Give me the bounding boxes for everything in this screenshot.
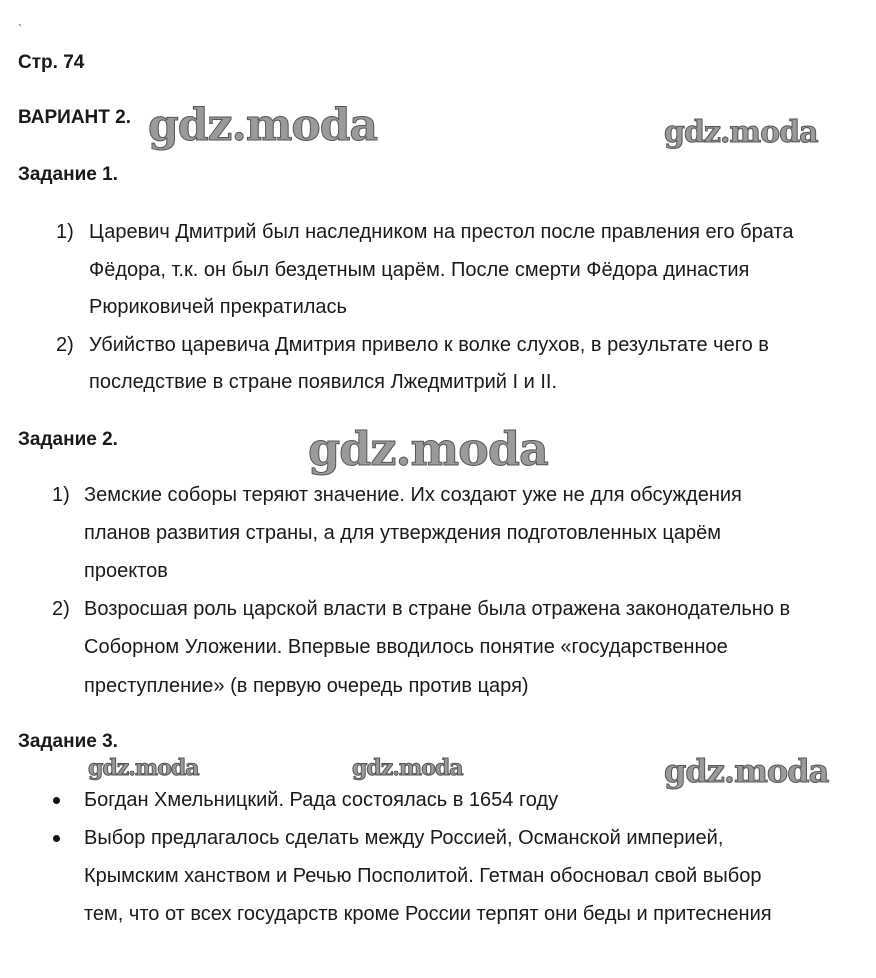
bullet-icon [53,797,60,804]
list-item-line: Соборном Уложении. Впервые вводилось понятие «государственное [84,636,728,658]
list-item-line: Царевич Дмитрий был наследником на престол после правления его брата [89,221,794,243]
list-item-line: Возросшая роль царской власти в стране была отражена законодательно в [84,598,791,620]
list-item-line: преступление» (в первую очередь против царя) [84,675,529,697]
list-item-line: Фёдора, т.к. он был бездетным царём. После смерти Фёдора династия [89,259,750,281]
list-item-line: Рюриковичей прекратилась [89,296,347,318]
list-marker: 2) [56,334,74,356]
watermark-logo: gdz.moda [352,755,463,781]
list-item-line: последствие в стране появился Лжедмитрий I и II. [89,371,558,393]
page-label: Стр. 74 [18,52,85,73]
list-item-line: Богдан Хмельницкий. Рада состоялась в 1654 году [84,789,559,811]
task-2-title: Задание 2. [18,429,118,450]
watermark-logo: gdz.moda [664,115,818,150]
list-item-line: проектов [84,560,168,582]
list-marker: 1) [52,484,70,506]
list-item-line: Убийство царевича Дмитрия привело к волке слухов, в результате чего в [89,334,769,356]
list-item-line: тем, что от всех государств кроме России терпят они беды и притеснения [84,903,772,925]
list-item-line: Выбор предлагалось сделать между Россией, Османской империей, [84,827,724,849]
watermark-logo: gdz.moda [308,422,548,476]
bullet-icon [53,835,60,842]
watermark-logo: gdz.moda [664,752,829,790]
task-3-title: Задание 3. [18,731,118,752]
watermark-logo: gdz.moda [88,755,199,781]
task-1-title: Задание 1. [18,164,118,185]
list-item-line: Земские соборы теряют значение. Их создают уже не для обсуждения [84,484,742,506]
stray-mark: ` [18,22,22,36]
list-marker: 2) [52,598,70,620]
list-item-line: планов развития страны, а для утверждения подготовленных царём [84,522,721,544]
list-marker: 1) [56,221,74,243]
watermark-logo: gdz.moda [148,100,378,151]
list-item-line: Крымским ханством и Речью Посполитой. Гетман обосновал свой выбор [84,865,762,887]
variant-heading: ВАРИАНТ 2. [18,107,131,128]
